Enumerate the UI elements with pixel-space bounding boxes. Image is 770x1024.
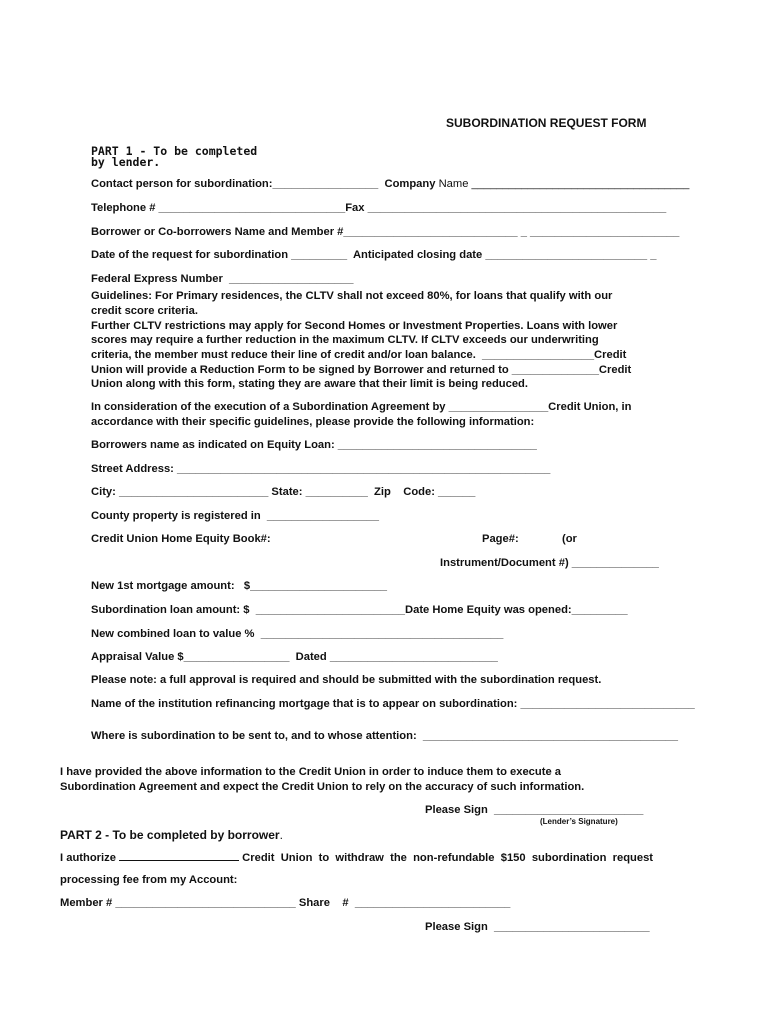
borrower-signature-line[interactable]: Please Sign _________________________ [425,921,650,933]
telephone-fax-line[interactable]: Telephone # ______________________________Fax ________________________________________________ [91,202,667,214]
form-title: SUBORDINATION REQUEST FORM [446,116,647,130]
credit-union-blank[interactable] [119,849,239,861]
lender-signature-caption: (Lender’s Signature) [540,817,618,826]
member-share-line[interactable]: Member # _____________________________ Share # _________________________ [60,897,511,909]
contact-person-line[interactable] [91,177,689,191]
part1-heading-line1: PART 1 - To be completed [91,144,258,158]
processing-fee-line: processing fee from my Account: [60,874,238,886]
city-state-zip-line[interactable]: City: ________________________ State: __________ Zip Code: ______ [91,486,476,498]
guidelines-line-1: Guidelines: For Primary residences, the CLTV shall not exceed 80%, for loans that qualify with our [91,290,613,302]
or-label: (or [562,533,577,545]
page-number-label: Page#: [482,533,519,545]
part2-heading-period: . [279,828,283,842]
company-name-field[interactable]: Name ___________________________________ [435,178,690,190]
instrument-document-line[interactable]: Instrument/Document #) ______________ [440,557,659,569]
part2-heading [60,828,283,842]
guidelines-line-6: Union will provide a Reduction Form to be signed by Borrower and returned to ______________Credit [91,364,632,376]
first-mortgage-line[interactable]: New 1st mortgage amount: $______________________ [91,580,388,592]
company-label: Company [384,178,436,190]
provided-info-line-1: I have provided the above information to the Credit Union in order to induce them to execute a [60,766,562,778]
contact-person-text: Contact person for subordination:_________________ [91,178,379,190]
institution-line[interactable]: Name of the institution refinancing mortgage that is to appear on subordination: ____________________________ [91,698,695,710]
part1-heading [91,146,257,168]
lender-signature-line[interactable]: Please Sign ________________________ [425,804,644,816]
request-date-line[interactable]: Date of the request for subordination _________ Anticipated closing date __________________________ _ [91,249,657,261]
street-address-line[interactable]: Street Address: ____________________________________________________________ [91,463,551,475]
authorize-line[interactable] [60,849,703,865]
part2-heading-text: PART 2 - To be completed by borrower [60,828,280,842]
consideration-line-1: In consideration of the execution of a Subordination Agreement by ________________Credit Union, in [91,401,632,413]
guidelines-line-7: Union along with this form, stating they are aware that their limit is being reduced. [91,378,528,390]
authorize-label: I authorize [60,852,116,864]
borrowers-name-line[interactable]: Borrowers name as indicated on Equity Loan: ________________________________ [91,439,537,451]
subordination-amount-line[interactable]: Subordination loan amount: $ ________________________Date Home Equity was opened:_________ [91,604,628,616]
borrowers-member-line[interactable]: Borrower or Co-borrowers Name and Member #____________________________ _ ________________________ [91,226,680,238]
appraisal-value-line[interactable]: Appraisal Value $_________________ Dated ___________________________ [91,651,498,663]
guidelines-line-4: scores may require a further reduction in the maximum CLTV. If CLTV exceeds our underwriting [91,334,599,346]
send-to-line[interactable]: Where is subordination to be sent to, and to whose attention: _________________________________________ [91,730,678,742]
approval-note: Please note: a full approval is required and should be submitted with the subordination request. [91,674,602,686]
guidelines-line-3: Further CLTV restrictions may apply for Second Homes or Investment Properties. Loans with lower [91,320,618,332]
guidelines-line-5: criteria, the member must reduce their line of credit and/or loan balance. __________________Credit [91,349,627,361]
part1-heading-line2: by lender. [91,155,161,169]
county-line[interactable]: County property is registered in __________________ [91,510,379,522]
authorize-text: Credit Union to withdraw the non-refundable $150 subordination request [242,852,654,864]
consideration-line-2: accordance with their specific guidelines, please provide the following information: [91,416,535,428]
fedex-number-line[interactable]: Federal Express Number ____________________ [91,273,354,285]
combined-ltv-line[interactable]: New combined loan to value % _______________________________________ [91,628,504,640]
provided-info-line-2: Subordination Agreement and expect the Credit Union to rely on the accuracy of such information. [60,781,585,793]
guidelines-line-2: credit score criteria. [91,305,198,317]
home-equity-book-label: Credit Union Home Equity Book#: [91,533,271,545]
